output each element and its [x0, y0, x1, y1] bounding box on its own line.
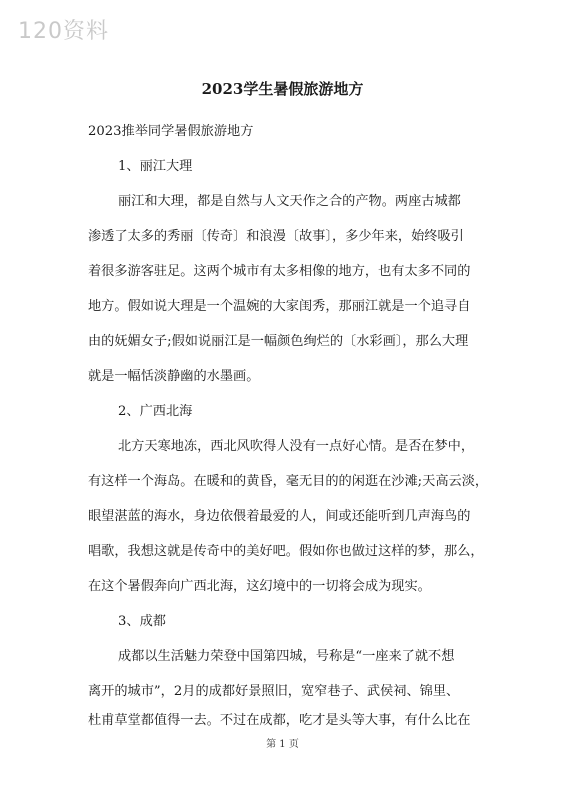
paragraph-line: 在这个暑假奔向广西北海，这幻境中的一切将会成为现实。 [88, 579, 431, 594]
paragraph-line: 渗透了太多的秀丽〔传奇〕和浪漫〔故事〕，多少年来，始终吸引 [88, 229, 464, 244]
document-subtitle: 2023推举同学暑假旅游地方 [88, 124, 254, 139]
section-heading: 1、丽江大理 [118, 159, 193, 174]
paragraph-line: 眼望湛蓝的海水，身边依偎着最爱的人，间或还能听到几声海鸟的 [88, 509, 471, 524]
paragraph-line: 唱歌，我想这就是传奇中的美好吧。假如你也做过这样的梦，那么， [88, 544, 484, 559]
paragraph-line: 离开的城市”，2月的成都好景照旧，宽窄巷子、武侯祠、锦里、 [88, 684, 460, 699]
section-heading: 2、广西北海 [118, 404, 193, 419]
paragraph-line: 成都以生活魅力荣登中国第四城，号称是“一座来了就不想 [118, 649, 455, 664]
paragraph-line: 就是一幅恬淡静幽的水墨画。 [88, 369, 260, 384]
paragraph-line: 北方天寒地冻，西北风吹得人没有一点好心情。是否在梦中， [118, 439, 475, 454]
document-title: 2023学生暑假旅游地方 [201, 80, 364, 98]
paragraph-line: 地方。假如说大理是一个温婉的大家闺秀，那丽江就是一个追寻自 [88, 299, 471, 314]
paragraph-line: 丽江和大理，都是自然与人文天作之合的产物。两座古城都 [118, 194, 461, 209]
section-heading: 3、成都 [118, 614, 166, 629]
paragraph-line: 有这样一个海岛。在暖和的黄昏，毫无目的的闲逛在沙滩;天高云淡， [88, 474, 489, 489]
paragraph-line: 由的妩媚女子;假如说丽江是一幅颜色绚烂的〔水彩画〕，那么大理 [88, 334, 469, 349]
page-number-footer: 第 1 页 [266, 739, 299, 750]
paragraph-line: 杜甫草堂都值得一去。不过在成都，吃才是头等大事，有什么比在 [88, 713, 471, 728]
paragraph-line: 着很多游客驻足。这两个城市有太多相像的地方，也有太多不同的 [88, 264, 471, 279]
watermark-logo: 120资料 [18, 19, 109, 44]
